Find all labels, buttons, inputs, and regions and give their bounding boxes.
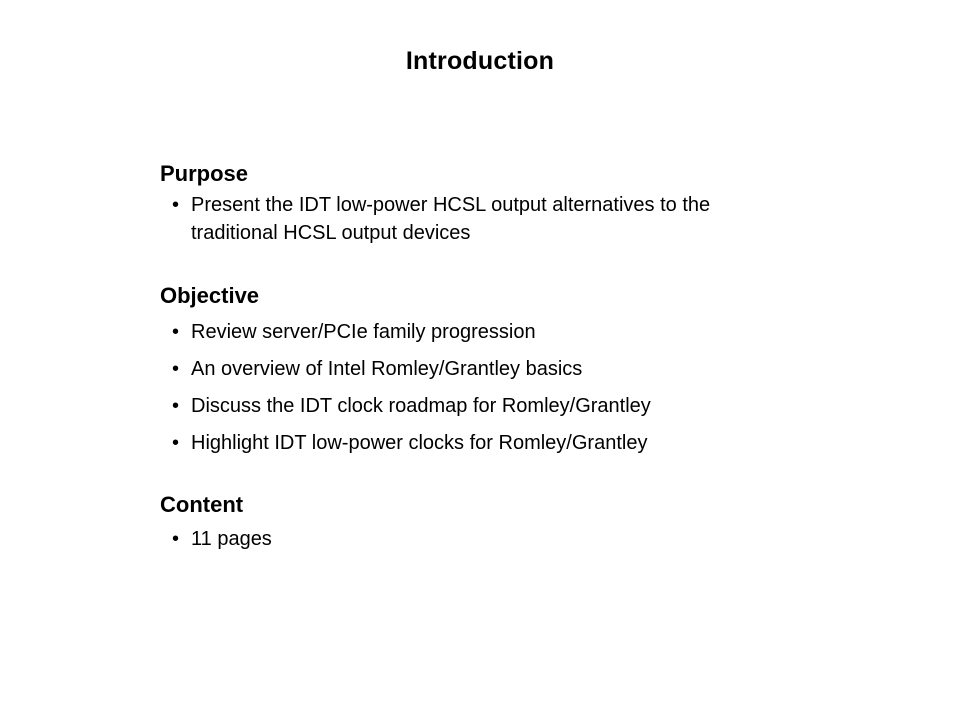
list-item <box>160 525 860 553</box>
list-item-label: Discuss the IDT clock roadmap for Romley/Grantley <box>191 395 651 417</box>
bullet-point-icon: • <box>172 194 180 216</box>
list-item-label: Present the IDT low-power HCSL output alternatives to the traditional HCSL output devices <box>191 194 711 244</box>
bullet-list-objective <box>160 318 860 457</box>
section-heading-objective: Objective <box>160 283 260 308</box>
bullet-point-icon: • <box>172 321 180 343</box>
section-objective <box>160 282 860 457</box>
bullet-point-icon: • <box>172 432 180 454</box>
list-item-label: Highlight IDT low-power clocks for Romley/Grantley <box>191 432 648 454</box>
section-heading-purpose: Purpose <box>160 161 249 186</box>
list-item-label: An overview of Intel Romley/Grantley basics <box>191 358 583 380</box>
page-title: Introduction <box>405 47 555 75</box>
list-item <box>160 429 860 457</box>
bullet-point-icon: • <box>172 358 180 380</box>
list-item <box>160 191 860 247</box>
bullet-point-icon: • <box>172 395 180 417</box>
slide-body <box>160 160 860 553</box>
list-item <box>160 392 860 420</box>
section-purpose <box>160 160 860 247</box>
section-content <box>160 491 860 553</box>
list-item-label: Review server/PCIe family progression <box>191 321 536 343</box>
bullet-list-content <box>160 525 860 553</box>
list-item-label: 11 pages <box>191 528 272 550</box>
section-heading-content: Content <box>160 492 244 517</box>
bullet-list-purpose <box>160 191 860 247</box>
bullet-point-icon: • <box>172 528 180 550</box>
list-item <box>160 318 860 346</box>
list-item <box>160 355 860 383</box>
